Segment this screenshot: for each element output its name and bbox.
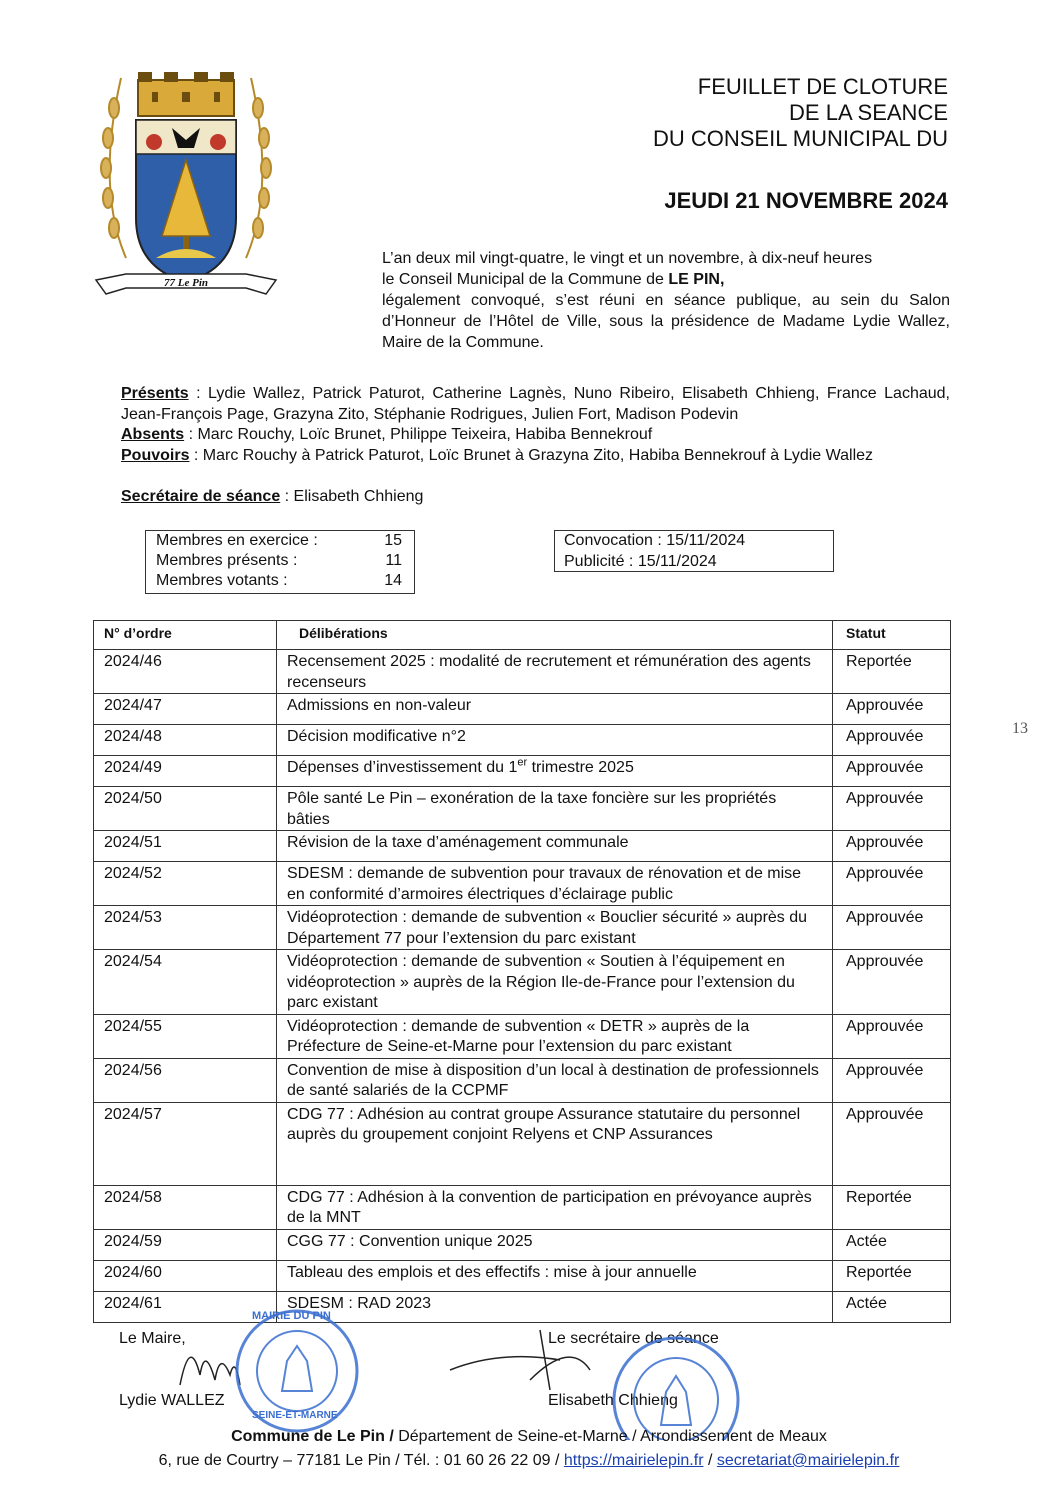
footer-line-1 xyxy=(0,1428,1058,1446)
secretary-signature xyxy=(440,1320,600,1400)
row-status: Approuvée xyxy=(833,694,951,725)
table-row xyxy=(94,756,951,787)
row-text: CDG 77 : Adhésion au contrat groupe Assurance statutaire du personnel auprès du groupement conjoint Relyens et CNP Assurances xyxy=(277,1102,833,1185)
header-status: Statut xyxy=(833,621,951,650)
row-text-sup: er xyxy=(517,756,528,769)
footer-sep: / xyxy=(703,1452,717,1469)
row-text: Tableau des emplois et des effectifs : mise à jour annuelle xyxy=(277,1260,833,1291)
proxy-label: Pouvoirs xyxy=(121,446,190,464)
header-number: N° d’ordre xyxy=(94,621,277,650)
present-list: : Lydie Wallez, Patrick Paturot, Catherine Lagnès, Nuno Ribeiro, Elisabeth Chhieng, France Lachaud, Jean-François Page, Grazyna Zito, Stéphanie Rodrigues, Julien Fort, Madison Podevin xyxy=(121,385,950,423)
table-row xyxy=(94,650,951,694)
footer-dept: Département de Seine-et-Marne / Arrondissement de Meaux xyxy=(393,1428,827,1445)
table-row xyxy=(94,1058,951,1102)
table-row xyxy=(94,1291,951,1322)
row-text: CGG 77 : Convention unique 2025 xyxy=(277,1229,833,1260)
session-secretary xyxy=(121,488,423,506)
intro-rest: légalement convoqué, s’est réuni en séance publique, au sein du Salon d’Honneur de l’Hôtel de Ville, sous la présidence de Madame Lydie Wallez, Maire de la Commune. xyxy=(382,292,950,351)
row-number: 2024/55 xyxy=(94,1014,277,1058)
table-row xyxy=(94,906,951,950)
header-deliberations: Délibérations xyxy=(277,621,833,650)
row-text: Admissions en non-valeur xyxy=(277,694,833,725)
mayor-name: Lydie WALLEZ xyxy=(119,1392,225,1409)
intro-line-2a: le Conseil Municipal de la Commune de xyxy=(382,271,669,288)
row-number: 2024/52 xyxy=(94,862,277,906)
row-status: Reportée xyxy=(833,1185,951,1229)
row-number: 2024/60 xyxy=(94,1260,277,1291)
row-status: Approuvée xyxy=(833,1102,951,1185)
title-line-1: FEUILLET DE CLOTURE xyxy=(697,74,948,99)
row-number: 2024/49 xyxy=(94,756,277,787)
table-row xyxy=(94,831,951,862)
row-text: CDG 77 : Adhésion à la convention de participation en prévoyance auprès de la MNT xyxy=(277,1185,833,1229)
count-row-voting xyxy=(156,572,402,592)
table-row xyxy=(94,725,951,756)
row-status: Approuvée xyxy=(833,1058,951,1102)
title-line-2: DE LA SEANCE xyxy=(789,100,948,125)
row-number: 2024/51 xyxy=(94,831,277,862)
secretary-name: Elisabeth Chhieng xyxy=(548,1392,678,1409)
table-row xyxy=(94,950,951,1015)
table-header-row xyxy=(94,621,951,650)
secretary-title: Le secrétaire de séance xyxy=(548,1330,719,1347)
secretary-value: : Elisabeth Chhieng xyxy=(280,488,424,505)
table-row xyxy=(94,787,951,831)
table-row xyxy=(94,694,951,725)
table-row xyxy=(94,1260,951,1291)
count-label: Membres en exercice : xyxy=(156,532,318,549)
row-number: 2024/56 xyxy=(94,1058,277,1102)
website-link[interactable]: https://mairielepin.fr xyxy=(563,1452,704,1469)
row-status: Approuvée xyxy=(833,1014,951,1058)
commune-crest xyxy=(86,68,286,304)
row-status: Approuvée xyxy=(833,787,951,831)
present-label: Présents xyxy=(121,385,189,402)
row-status: Approuvée xyxy=(833,862,951,906)
members-count-box xyxy=(145,530,415,594)
row-text: SDESM : demande de subvention pour travaux de rénovation et de mise en conformité d’armoires électriques d’éclairage public xyxy=(277,862,833,906)
row-text: Vidéoprotection : demande de subvention « Bouclier sécurité » auprès du Département 77 pour l’extension du parc existant xyxy=(277,906,833,950)
convocation-box xyxy=(554,530,834,572)
absent-label: Absents xyxy=(121,426,185,443)
publicity-date: Publicité : 15/11/2024 xyxy=(564,552,717,570)
crest-motto: 77 Le Pin xyxy=(164,277,208,289)
row-text xyxy=(277,756,833,787)
row-text: SDESM : RAD 2023 xyxy=(277,1291,833,1322)
row-text: Recensement 2025 : modalité de recrutement et rémunération des agents recenseurs xyxy=(277,650,833,694)
row-status: Approuvée xyxy=(833,950,951,1015)
row-status: Actée xyxy=(833,1229,951,1260)
proxy-list: : Marc Rouchy à Patrick Paturot, Loïc Brunet à Grazyna Zito, Habiba Bennekrouf à Lydie Wallez xyxy=(189,446,874,464)
count-value: 15 xyxy=(384,532,402,549)
row-number: 2024/54 xyxy=(94,950,277,1015)
count-row-exercise xyxy=(156,532,402,552)
table-row xyxy=(94,1102,951,1185)
row-text: Pôle santé Le Pin – exonération de la taxe foncière sur les propriétés bâties xyxy=(277,787,833,831)
meeting-date: JEUDI 21 NOVEMBRE 2024 xyxy=(664,188,948,213)
row-text: Convention de mise à disposition d’un local à destination de professionnels de santé salariés de la CCPMF xyxy=(277,1058,833,1102)
row-number: 2024/59 xyxy=(94,1229,277,1260)
count-row-present xyxy=(156,552,402,572)
absent-list: : Marc Rouchy, Loïc Brunet, Philippe Teixeira, Habiba Bennekrouf xyxy=(184,426,653,443)
row-text-b: trimestre 2025 xyxy=(527,759,634,776)
title-line-3: DU CONSEIL MUNICIPAL DU xyxy=(652,126,948,151)
secretary-label: Secrétaire de séance xyxy=(121,488,281,505)
count-value: 14 xyxy=(384,572,402,589)
row-status: Approuvée xyxy=(833,725,951,756)
row-number: 2024/53 xyxy=(94,906,277,950)
table-row xyxy=(94,1014,951,1058)
table-row xyxy=(94,1229,951,1260)
table-row xyxy=(94,1185,951,1229)
row-number: 2024/57 xyxy=(94,1102,277,1185)
row-number: 2024/46 xyxy=(94,650,277,694)
table-row xyxy=(94,862,951,906)
footer-line-2 xyxy=(0,1452,1058,1470)
row-status: Approuvée xyxy=(833,756,951,787)
row-number: 2024/61 xyxy=(94,1291,277,1322)
stamp-top-text: MAIRIE DU PIN xyxy=(252,1310,331,1322)
row-number: 2024/50 xyxy=(94,787,277,831)
row-status: Actée xyxy=(833,1291,951,1322)
secretary-stamp xyxy=(606,1330,746,1440)
row-number: 2024/58 xyxy=(94,1185,277,1229)
mayor-title: Le Maire, xyxy=(119,1330,186,1347)
commune-name: LE PIN, xyxy=(668,271,725,288)
row-number: 2024/48 xyxy=(94,725,277,756)
row-status: Approuvée xyxy=(833,831,951,862)
row-status: Reportée xyxy=(833,1260,951,1291)
row-text: Vidéoprotection : demande de subvention « DETR » auprès de la Préfecture de Seine-et-Marne pour l’extension du parc existant xyxy=(277,1014,833,1058)
intro-line-1: L’an deux mil vingt-quatre, le vingt et un novembre, à dix-neuf heures xyxy=(382,250,873,267)
intro-paragraph xyxy=(382,248,950,353)
count-label: Membres votants : xyxy=(156,572,288,589)
row-text: Révision de la taxe d’aménagement communale xyxy=(277,831,833,862)
attendance-block xyxy=(121,384,950,466)
count-value: 11 xyxy=(385,552,402,569)
row-text: Décision modificative n°2 xyxy=(277,725,833,756)
footer-commune: Commune de Le Pin / xyxy=(231,1428,394,1445)
row-status: Approuvée xyxy=(833,906,951,950)
row-text-a: Dépenses d’investissement du 1 xyxy=(287,759,518,776)
email-link[interactable]: secretariat@mairielepin.fr xyxy=(716,1452,900,1469)
document-title xyxy=(653,74,948,152)
convocation-date: Convocation : 15/11/2024 xyxy=(564,532,746,549)
margin-page-mark: 13 xyxy=(1012,720,1028,737)
count-label: Membres présents : xyxy=(156,552,298,569)
footer-address: 6, rue de Courtry – 77181 Le Pin / Tél. : 01 60 26 22 09 / xyxy=(158,1452,564,1469)
row-number: 2024/47 xyxy=(94,694,277,725)
stamp-bottom-text: SEINE-ET-MARNE xyxy=(252,1410,338,1421)
deliberations-table xyxy=(93,620,951,1323)
row-status: Reportée xyxy=(833,650,951,694)
row-text: Vidéoprotection : demande de subvention « Soutien à l’équipement en vidéoprotection » auprès de la Région Ile-de-France pour l’extension du parc existant xyxy=(277,950,833,1015)
